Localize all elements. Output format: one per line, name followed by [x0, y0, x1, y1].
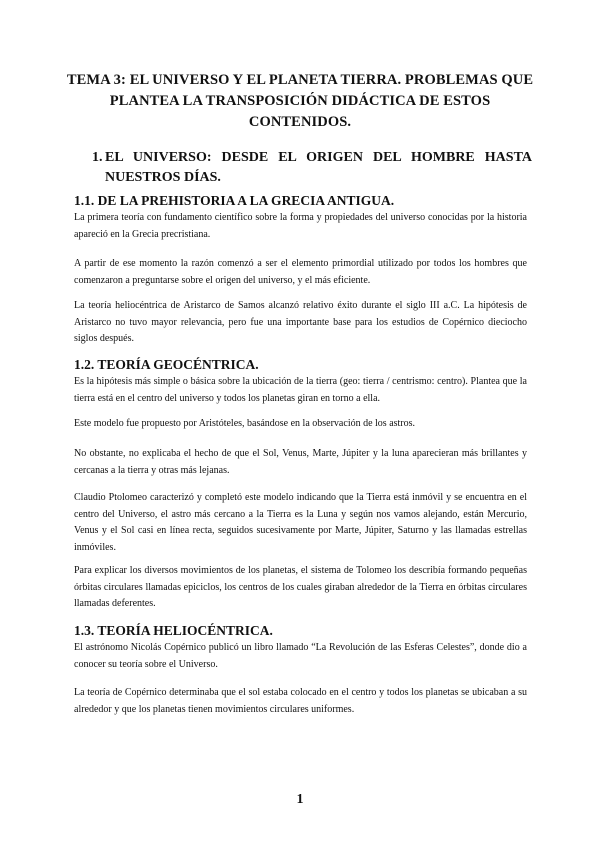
section-1-3-paragraph-1: El astrónomo Nicolás Copérnico publicó un libro llamado “La Revolución de las Esferas Celestes”, donde dio a conocer su teoría sobre el Universo.: [74, 642, 527, 670]
section-1-2-paragraph-1: Es la hipótesis más simple o básica sobre la ubicación de la tierra (geo: tierra / centrismo: centro). Plantea que la tierra está en el centro del universo y todos los planetas giran en torno a ella.: [74, 376, 527, 404]
section-1-2-paragraph-5: Para explicar los diversos movimientos de los planetas, el sistema de Tolomeo los describía formando pequeñas órbitas circulares llamadas epiciclos, los centros de los cuales giraban alrededor de la Tierra en órbitas circulares llamadas deferentes.: [74, 565, 527, 609]
section-1-2-paragraph-3: No obstante, no explicaba el hecho de que el Sol, Venus, Marte, Júpiter y la luna aparecieran más brillantes y cercanas a la tierra y otras más lejanas.: [74, 448, 527, 476]
section-1-2-paragraph-2: Este modelo fue propuesto por Aristóteles, basándose en la observación de los astros.: [74, 418, 416, 429]
section-1-number: 1.: [92, 150, 103, 165]
page-number: 1: [296, 792, 304, 807]
section-1-2-paragraph-4: Claudio Ptolomeo caracterizó y completó este modelo indicando que la Tierra está inmóvil y se encuentra en el centro del Universo, el astro más cercano a la Tierra es la Luna y según nos vamos alejando, están Mercurio, Venus y el Sol casi en línea recta, seguidos sucesivamente por Marte, Júpiter, Saturno y las llamadas estrellas inmóviles.: [74, 492, 527, 553]
section-1-heading: [92, 148, 532, 188]
section-1-1-paragraph-1: La primera teoría con fundamento científico sobre la forma y propiedades del universo conocidas por la historia apareció en la Grecia precristiana.: [74, 212, 527, 240]
section-1-2-heading: 1.2. TEORÍA GEOCÉNTRICA.: [74, 357, 259, 372]
section-1-title: EL UNIVERSO: DESDE EL ORIGEN DEL HOMBRE HASTA NUESTROS DÍAS.: [105, 150, 532, 185]
document-title: TEMA 3: EL UNIVERSO Y EL PLANETA TIERRA. PROBLEMAS QUE PLANTEA LA TRANSPOSICIÓN DIDÁCTICA DE ESTOS CONTENIDOS.: [66, 72, 534, 130]
section-1-3-paragraph-2: La teoría de Copérnico determinaba que el sol estaba colocado en el centro y todos los planetas se ubicaban a su alrededor y que los planetas tienen movimientos circulares uniformes.: [74, 687, 527, 715]
section-1-1-heading: 1.1. DE LA PREHISTORIA A LA GRECIA ANTIGUA.: [74, 193, 395, 208]
section-1-1-paragraph-3: La teoría heliocéntrica de Aristarco de Samos alcanzó relativo éxito durante el siglo III a.C. La hipótesis de Aristarco no tuvo mayor relevancia, pero fue una importante base para los estudios de Copérnico dieciocho siglos después.: [74, 300, 527, 344]
section-1-1-paragraph-2: A partir de ese momento la razón comenzó a ser el elemento primordial utilizado por todos los hombres que comenzaron a preguntarse sobre el origen del universo, y el más eficiente.: [74, 258, 527, 286]
section-1-3-heading: 1.3. TEORÍA HELIOCÉNTRICA.: [74, 623, 273, 638]
